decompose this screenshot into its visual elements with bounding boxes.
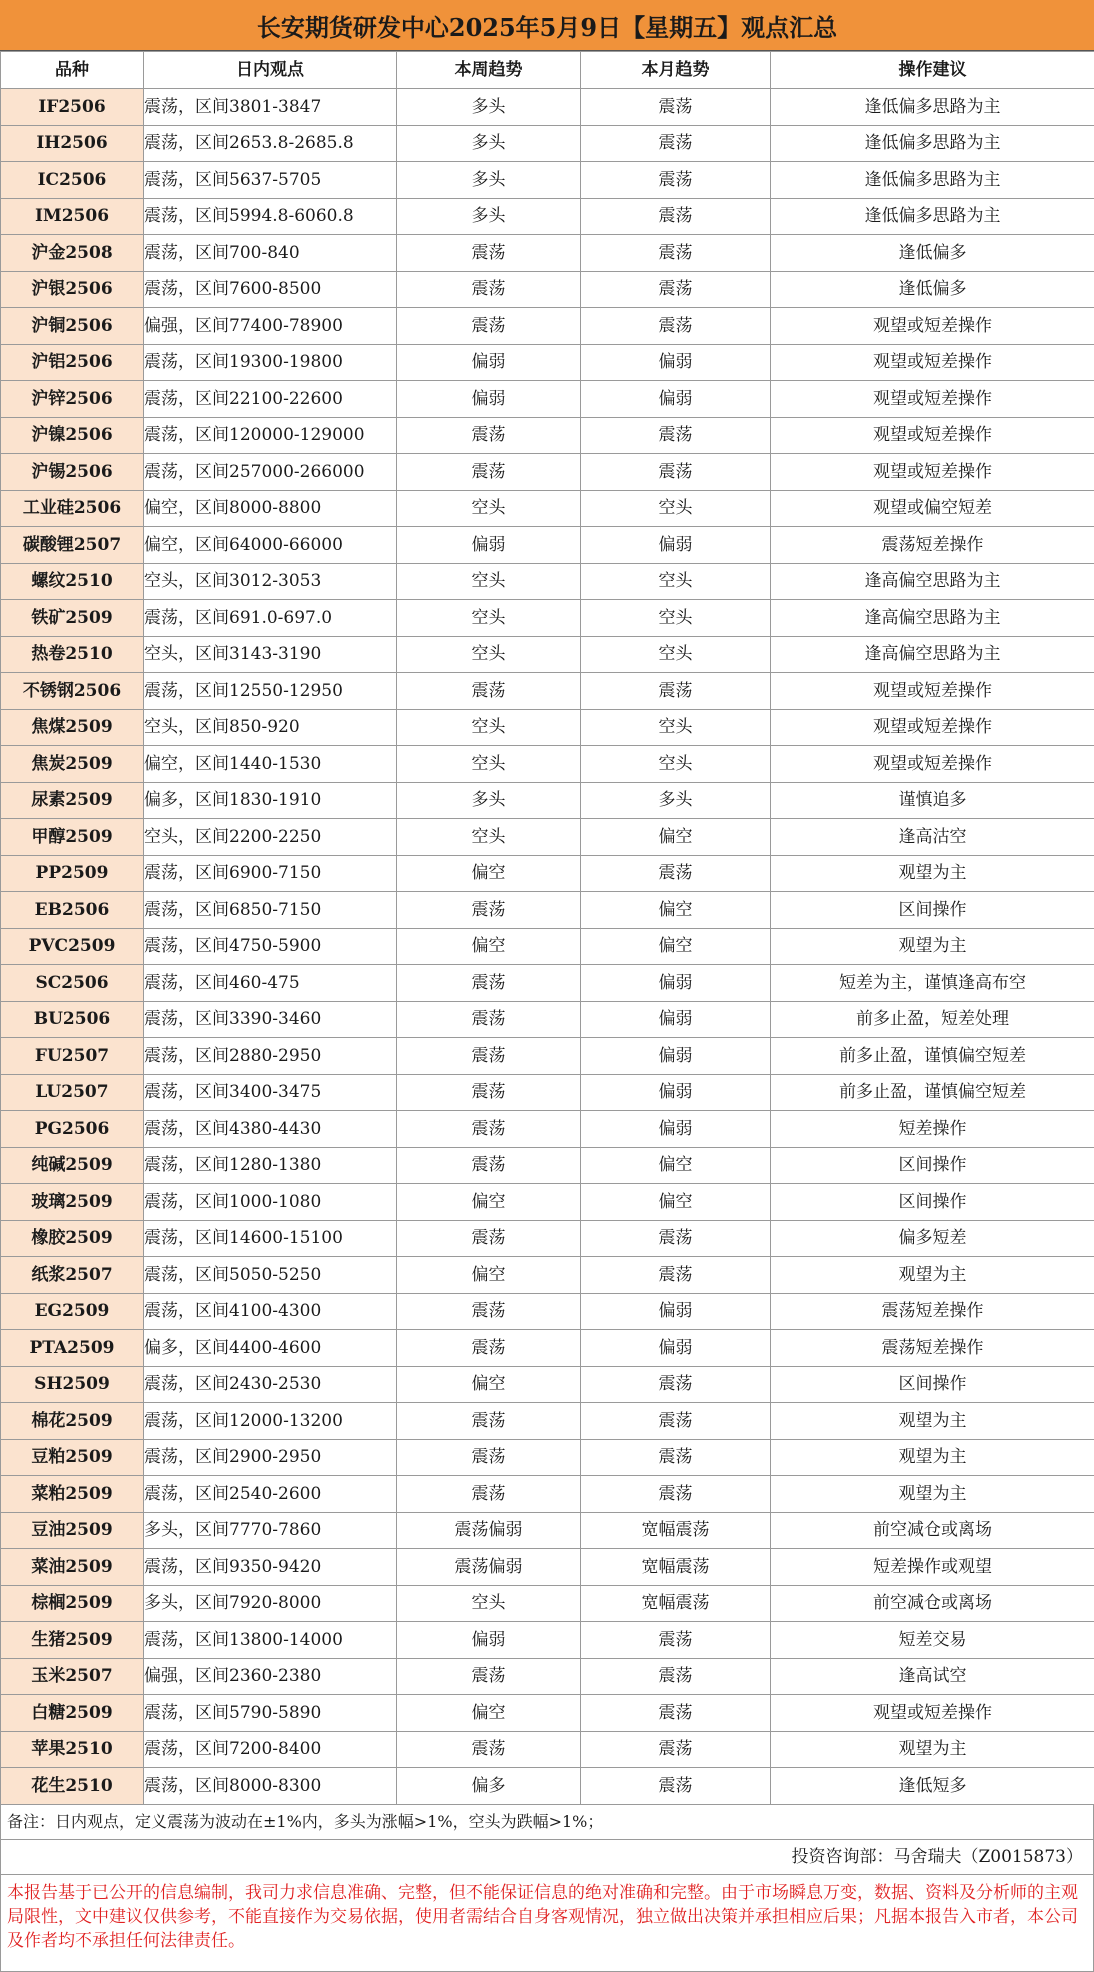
week-trend-cell: 空头 bbox=[397, 563, 581, 600]
intraday-cell: 偏强，区间77400-78900 bbox=[144, 308, 397, 345]
table-row bbox=[1, 855, 1094, 892]
week-trend-cell: 震荡 bbox=[397, 1038, 581, 1075]
variety-cell: 不锈钢2506 bbox=[1, 673, 144, 710]
intraday-cell: 偏多，区间4400-4600 bbox=[144, 1330, 397, 1367]
week-trend-cell: 偏空 bbox=[397, 1695, 581, 1732]
variety-cell: 沪银2506 bbox=[1, 271, 144, 308]
suggestion-cell: 观望为主 bbox=[771, 1403, 1094, 1440]
table-row bbox=[1, 1074, 1094, 1111]
table-row bbox=[1, 928, 1094, 965]
month-trend-cell: 偏弱 bbox=[581, 1074, 771, 1111]
intraday-cell: 震荡，区间4750-5900 bbox=[144, 928, 397, 965]
month-trend-cell: 震荡 bbox=[581, 308, 771, 345]
intraday-cell: 空头，区间3143-3190 bbox=[144, 636, 397, 673]
variety-cell: PG2506 bbox=[1, 1111, 144, 1148]
week-trend-cell: 震荡 bbox=[397, 1403, 581, 1440]
variety-cell: IH2506 bbox=[1, 125, 144, 162]
month-trend-cell: 震荡 bbox=[581, 855, 771, 892]
table-row bbox=[1, 746, 1094, 783]
header-row bbox=[1, 52, 1094, 89]
variety-cell: 铁矿2509 bbox=[1, 600, 144, 637]
intraday-cell: 震荡，区间7200-8400 bbox=[144, 1731, 397, 1768]
week-trend-cell: 震荡 bbox=[397, 1439, 581, 1476]
intraday-cell: 震荡，区间12000-13200 bbox=[144, 1403, 397, 1440]
month-trend-cell: 偏弱 bbox=[581, 1293, 771, 1330]
table-row bbox=[1, 1403, 1094, 1440]
variety-cell: PP2509 bbox=[1, 855, 144, 892]
intraday-cell: 震荡，区间700-840 bbox=[144, 235, 397, 272]
table-row bbox=[1, 381, 1094, 418]
week-trend-cell: 震荡 bbox=[397, 1147, 581, 1184]
variety-cell: 碳酸锂2507 bbox=[1, 527, 144, 564]
variety-cell: 沪铜2506 bbox=[1, 308, 144, 345]
table-row bbox=[1, 1768, 1094, 1805]
week-trend-cell: 空头 bbox=[397, 746, 581, 783]
header-intraday: 日内观点 bbox=[144, 52, 397, 89]
intraday-cell: 震荡，区间4380-4430 bbox=[144, 1111, 397, 1148]
week-trend-cell: 多头 bbox=[397, 162, 581, 199]
month-trend-cell: 空头 bbox=[581, 600, 771, 637]
suggestion-cell: 逢低偏多思路为主 bbox=[771, 198, 1094, 235]
week-trend-cell: 多头 bbox=[397, 198, 581, 235]
week-trend-cell: 震荡偏弱 bbox=[397, 1549, 581, 1586]
month-trend-cell: 偏弱 bbox=[581, 527, 771, 564]
variety-cell: 沪锡2506 bbox=[1, 454, 144, 491]
intraday-cell: 震荡，区间460-475 bbox=[144, 965, 397, 1002]
month-trend-cell: 震荡 bbox=[581, 1658, 771, 1695]
table-row bbox=[1, 1695, 1094, 1732]
variety-cell: 焦煤2509 bbox=[1, 709, 144, 746]
month-trend-cell: 宽幅震荡 bbox=[581, 1512, 771, 1549]
variety-cell: LU2507 bbox=[1, 1074, 144, 1111]
month-trend-cell: 震荡 bbox=[581, 1220, 771, 1257]
suggestion-cell: 观望或短差操作 bbox=[771, 381, 1094, 418]
month-trend-cell: 震荡 bbox=[581, 1439, 771, 1476]
variety-cell: IM2506 bbox=[1, 198, 144, 235]
variety-cell: 沪铝2506 bbox=[1, 344, 144, 381]
week-trend-cell: 震荡 bbox=[397, 454, 581, 491]
table-row bbox=[1, 162, 1094, 199]
table-row bbox=[1, 308, 1094, 345]
suggestion-cell: 逢高偏空思路为主 bbox=[771, 600, 1094, 637]
variety-cell: PTA2509 bbox=[1, 1330, 144, 1367]
table-body bbox=[1, 89, 1094, 1805]
intraday-cell: 震荡，区间3400-3475 bbox=[144, 1074, 397, 1111]
week-trend-cell: 空头 bbox=[397, 819, 581, 856]
suggestion-cell: 观望为主 bbox=[771, 1439, 1094, 1476]
suggestion-cell: 前空减仓或离场 bbox=[771, 1585, 1094, 1622]
table-row bbox=[1, 782, 1094, 819]
intraday-cell: 偏空，区间8000-8800 bbox=[144, 490, 397, 527]
table-row bbox=[1, 1111, 1094, 1148]
suggestion-cell: 区间操作 bbox=[771, 1184, 1094, 1221]
table-row bbox=[1, 89, 1094, 126]
intraday-cell: 震荡，区间5790-5890 bbox=[144, 1695, 397, 1732]
suggestion-cell: 观望或短差操作 bbox=[771, 454, 1094, 491]
week-trend-cell: 偏多 bbox=[397, 1768, 581, 1805]
suggestion-cell: 偏多短差 bbox=[771, 1220, 1094, 1257]
week-trend-cell: 偏空 bbox=[397, 1366, 581, 1403]
intraday-cell: 偏多，区间1830-1910 bbox=[144, 782, 397, 819]
table-row bbox=[1, 1622, 1094, 1659]
table-row bbox=[1, 1512, 1094, 1549]
table-row bbox=[1, 271, 1094, 308]
month-trend-cell: 震荡 bbox=[581, 1366, 771, 1403]
footnote: 备注：日内观点，定义震荡为波动在±1%内，多头为涨幅>1%，空头为跌幅>1%； bbox=[0, 1805, 1094, 1840]
table-row bbox=[1, 1366, 1094, 1403]
week-trend-cell: 偏弱 bbox=[397, 344, 581, 381]
intraday-cell: 震荡，区间5050-5250 bbox=[144, 1257, 397, 1294]
month-trend-cell: 震荡 bbox=[581, 1768, 771, 1805]
suggestion-cell: 观望为主 bbox=[771, 1476, 1094, 1513]
header-month-trend: 本月趋势 bbox=[581, 52, 771, 89]
week-trend-cell: 震荡 bbox=[397, 1476, 581, 1513]
week-trend-cell: 震荡 bbox=[397, 673, 581, 710]
week-trend-cell: 震荡 bbox=[397, 417, 581, 454]
week-trend-cell: 震荡 bbox=[397, 1330, 581, 1367]
table-row bbox=[1, 1658, 1094, 1695]
suggestion-cell: 震荡短差操作 bbox=[771, 1330, 1094, 1367]
table-row bbox=[1, 563, 1094, 600]
suggestion-cell: 前多止盈，谨慎偏空短差 bbox=[771, 1074, 1094, 1111]
table-row bbox=[1, 819, 1094, 856]
week-trend-cell: 震荡 bbox=[397, 965, 581, 1002]
month-trend-cell: 宽幅震荡 bbox=[581, 1585, 771, 1622]
variety-cell: 沪锌2506 bbox=[1, 381, 144, 418]
header-suggestion: 操作建议 bbox=[771, 52, 1094, 89]
intraday-cell: 震荡，区间14600-15100 bbox=[144, 1220, 397, 1257]
suggestion-cell: 观望或短差操作 bbox=[771, 344, 1094, 381]
suggestion-cell: 观望为主 bbox=[771, 1257, 1094, 1294]
variety-cell: SH2509 bbox=[1, 1366, 144, 1403]
intraday-cell: 震荡，区间22100-22600 bbox=[144, 381, 397, 418]
table-row bbox=[1, 1038, 1094, 1075]
suggestion-cell: 短差操作 bbox=[771, 1111, 1094, 1148]
month-trend-cell: 偏空 bbox=[581, 928, 771, 965]
month-trend-cell: 震荡 bbox=[581, 235, 771, 272]
intraday-cell: 震荡，区间5994.8-6060.8 bbox=[144, 198, 397, 235]
intraday-cell: 震荡，区间691.0-697.0 bbox=[144, 600, 397, 637]
intraday-cell: 空头，区间850-920 bbox=[144, 709, 397, 746]
intraday-cell: 震荡，区间6850-7150 bbox=[144, 892, 397, 929]
month-trend-cell: 空头 bbox=[581, 636, 771, 673]
week-trend-cell: 多头 bbox=[397, 782, 581, 819]
variety-cell: 尿素2509 bbox=[1, 782, 144, 819]
variety-cell: 纸浆2507 bbox=[1, 1257, 144, 1294]
table-row bbox=[1, 636, 1094, 673]
week-trend-cell: 空头 bbox=[397, 490, 581, 527]
variety-cell: BU2506 bbox=[1, 1001, 144, 1038]
week-trend-cell: 偏弱 bbox=[397, 527, 581, 564]
month-trend-cell: 偏空 bbox=[581, 892, 771, 929]
table-row bbox=[1, 1257, 1094, 1294]
intraday-cell: 震荡，区间2653.8-2685.8 bbox=[144, 125, 397, 162]
week-trend-cell: 偏空 bbox=[397, 928, 581, 965]
week-trend-cell: 偏弱 bbox=[397, 381, 581, 418]
suggestion-cell: 逢低短多 bbox=[771, 1768, 1094, 1805]
variety-cell: 苹果2510 bbox=[1, 1731, 144, 1768]
month-trend-cell: 震荡 bbox=[581, 1257, 771, 1294]
month-trend-cell: 震荡 bbox=[581, 1695, 771, 1732]
month-trend-cell: 偏弱 bbox=[581, 965, 771, 1002]
variety-cell: 玉米2507 bbox=[1, 1658, 144, 1695]
week-trend-cell: 震荡 bbox=[397, 271, 581, 308]
variety-cell: 棉花2509 bbox=[1, 1403, 144, 1440]
intraday-cell: 空头，区间3012-3053 bbox=[144, 563, 397, 600]
variety-cell: 花生2510 bbox=[1, 1768, 144, 1805]
week-trend-cell: 震荡 bbox=[397, 1074, 581, 1111]
variety-cell: 焦炭2509 bbox=[1, 746, 144, 783]
table-row bbox=[1, 490, 1094, 527]
suggestion-cell: 震荡短差操作 bbox=[771, 1293, 1094, 1330]
week-trend-cell: 震荡偏弱 bbox=[397, 1512, 581, 1549]
month-trend-cell: 偏空 bbox=[581, 1147, 771, 1184]
intraday-cell: 震荡，区间1000-1080 bbox=[144, 1184, 397, 1221]
table-row bbox=[1, 1549, 1094, 1586]
suggestion-cell: 观望或短差操作 bbox=[771, 308, 1094, 345]
variety-cell: 纯碱2509 bbox=[1, 1147, 144, 1184]
month-trend-cell: 偏空 bbox=[581, 1184, 771, 1221]
variety-cell: 沪金2508 bbox=[1, 235, 144, 272]
suggestion-cell: 逢高沽空 bbox=[771, 819, 1094, 856]
month-trend-cell: 震荡 bbox=[581, 271, 771, 308]
suggestion-cell: 区间操作 bbox=[771, 892, 1094, 929]
table-row bbox=[1, 417, 1094, 454]
table-row bbox=[1, 235, 1094, 272]
week-trend-cell: 震荡 bbox=[397, 1111, 581, 1148]
suggestion-cell: 观望或短差操作 bbox=[771, 417, 1094, 454]
table-row bbox=[1, 1731, 1094, 1768]
suggestion-cell: 逢低偏多思路为主 bbox=[771, 89, 1094, 126]
suggestion-cell: 逢低偏多 bbox=[771, 235, 1094, 272]
week-trend-cell: 空头 bbox=[397, 600, 581, 637]
variety-cell: FU2507 bbox=[1, 1038, 144, 1075]
month-trend-cell: 空头 bbox=[581, 709, 771, 746]
week-trend-cell: 震荡 bbox=[397, 1658, 581, 1695]
table-row bbox=[1, 527, 1094, 564]
week-trend-cell: 空头 bbox=[397, 1585, 581, 1622]
table-row bbox=[1, 198, 1094, 235]
suggestion-cell: 逢高偏空思路为主 bbox=[771, 563, 1094, 600]
views-table bbox=[0, 51, 1094, 1805]
intraday-cell: 震荡，区间12550-12950 bbox=[144, 673, 397, 710]
table-row bbox=[1, 1330, 1094, 1367]
week-trend-cell: 震荡 bbox=[397, 1220, 581, 1257]
intraday-cell: 震荡，区间2900-2950 bbox=[144, 1439, 397, 1476]
variety-cell: 螺纹2510 bbox=[1, 563, 144, 600]
month-trend-cell: 震荡 bbox=[581, 454, 771, 491]
week-trend-cell: 空头 bbox=[397, 709, 581, 746]
suggestion-cell: 短差交易 bbox=[771, 1622, 1094, 1659]
intraday-cell: 空头，区间2200-2250 bbox=[144, 819, 397, 856]
month-trend-cell: 震荡 bbox=[581, 125, 771, 162]
intraday-cell: 震荡，区间13800-14000 bbox=[144, 1622, 397, 1659]
week-trend-cell: 震荡 bbox=[397, 1001, 581, 1038]
suggestion-cell: 观望或短差操作 bbox=[771, 1695, 1094, 1732]
variety-cell: 生猪2509 bbox=[1, 1622, 144, 1659]
intraday-cell: 震荡，区间2540-2600 bbox=[144, 1476, 397, 1513]
month-trend-cell: 震荡 bbox=[581, 1476, 771, 1513]
month-trend-cell: 偏弱 bbox=[581, 344, 771, 381]
variety-cell: IC2506 bbox=[1, 162, 144, 199]
intraday-cell: 震荡，区间7600-8500 bbox=[144, 271, 397, 308]
intraday-cell: 震荡，区间4100-4300 bbox=[144, 1293, 397, 1330]
week-trend-cell: 偏空 bbox=[397, 1257, 581, 1294]
week-trend-cell: 偏空 bbox=[397, 1184, 581, 1221]
variety-cell: 橡胶2509 bbox=[1, 1220, 144, 1257]
week-trend-cell: 震荡 bbox=[397, 892, 581, 929]
table-row bbox=[1, 344, 1094, 381]
table-row bbox=[1, 892, 1094, 929]
intraday-cell: 多头，区间7920-8000 bbox=[144, 1585, 397, 1622]
month-trend-cell: 震荡 bbox=[581, 1403, 771, 1440]
suggestion-cell: 短差为主，谨慎逢高布空 bbox=[771, 965, 1094, 1002]
suggestion-cell: 观望或短差操作 bbox=[771, 673, 1094, 710]
week-trend-cell: 偏弱 bbox=[397, 1622, 581, 1659]
variety-cell: 菜粕2509 bbox=[1, 1476, 144, 1513]
intraday-cell: 震荡，区间8000-8300 bbox=[144, 1768, 397, 1805]
month-trend-cell: 震荡 bbox=[581, 673, 771, 710]
variety-cell: EB2506 bbox=[1, 892, 144, 929]
suggestion-cell: 观望为主 bbox=[771, 928, 1094, 965]
suggestion-cell: 前多止盈，短差处理 bbox=[771, 1001, 1094, 1038]
week-trend-cell: 空头 bbox=[397, 636, 581, 673]
month-trend-cell: 多头 bbox=[581, 782, 771, 819]
intraday-cell: 震荡，区间2430-2530 bbox=[144, 1366, 397, 1403]
intraday-cell: 震荡，区间9350-9420 bbox=[144, 1549, 397, 1586]
table-row bbox=[1, 1293, 1094, 1330]
intraday-cell: 偏空，区间64000-66000 bbox=[144, 527, 397, 564]
disclaimer: 本报告基于已公开的信息编制，我司力求信息准确、完整，但不能保证信息的绝对准确和完整。由于市场瞬息万变，数据、资料及分析师的主观局限性，文中建议仅供参考，不能直接作为交易依据，使用者需结合自身客观情况，独立做出决策并承担相应后果；凡据本报告入市者，本公司及作者均不承担任何法律责任。 bbox=[0, 1875, 1094, 1972]
week-trend-cell: 多头 bbox=[397, 125, 581, 162]
suggestion-cell: 前空减仓或离场 bbox=[771, 1512, 1094, 1549]
variety-cell: 沪镍2506 bbox=[1, 417, 144, 454]
table-row bbox=[1, 1147, 1094, 1184]
table-row bbox=[1, 1476, 1094, 1513]
intraday-cell: 多头，区间7770-7860 bbox=[144, 1512, 397, 1549]
variety-cell: EG2509 bbox=[1, 1293, 144, 1330]
suggestion-cell: 谨慎追多 bbox=[771, 782, 1094, 819]
month-trend-cell: 震荡 bbox=[581, 1622, 771, 1659]
week-trend-cell: 多头 bbox=[397, 89, 581, 126]
table-row bbox=[1, 454, 1094, 491]
intraday-cell: 震荡，区间19300-19800 bbox=[144, 344, 397, 381]
table-row bbox=[1, 673, 1094, 710]
week-trend-cell: 震荡 bbox=[397, 1731, 581, 1768]
table-row bbox=[1, 965, 1094, 1002]
month-trend-cell: 偏弱 bbox=[581, 1111, 771, 1148]
table-row bbox=[1, 709, 1094, 746]
variety-cell: 热卷2510 bbox=[1, 636, 144, 673]
suggestion-cell: 观望或短差操作 bbox=[771, 709, 1094, 746]
header-week-trend: 本周趋势 bbox=[397, 52, 581, 89]
intraday-cell: 震荡，区间1280-1380 bbox=[144, 1147, 397, 1184]
variety-cell: 白糖2509 bbox=[1, 1695, 144, 1732]
week-trend-cell: 震荡 bbox=[397, 235, 581, 272]
table-row bbox=[1, 1220, 1094, 1257]
suggestion-cell: 短差操作或观望 bbox=[771, 1549, 1094, 1586]
table-row bbox=[1, 1585, 1094, 1622]
suggestion-cell: 区间操作 bbox=[771, 1366, 1094, 1403]
variety-cell: 玻璃2509 bbox=[1, 1184, 144, 1221]
suggestion-cell: 前多止盈，谨慎偏空短差 bbox=[771, 1038, 1094, 1075]
intraday-cell: 震荡，区间3801-3847 bbox=[144, 89, 397, 126]
variety-cell: 工业硅2506 bbox=[1, 490, 144, 527]
intraday-cell: 震荡，区间2880-2950 bbox=[144, 1038, 397, 1075]
table-row bbox=[1, 125, 1094, 162]
month-trend-cell: 偏弱 bbox=[581, 381, 771, 418]
intraday-cell: 偏空，区间1440-1530 bbox=[144, 746, 397, 783]
intraday-cell: 震荡，区间257000-266000 bbox=[144, 454, 397, 491]
suggestion-cell: 逢低偏多思路为主 bbox=[771, 125, 1094, 162]
suggestion-cell: 震荡短差操作 bbox=[771, 527, 1094, 564]
report-title: 长安期货研发中心2025年5月9日【星期五】观点汇总 bbox=[0, 0, 1094, 51]
suggestion-cell: 逢高偏空思路为主 bbox=[771, 636, 1094, 673]
suggestion-cell: 观望或短差操作 bbox=[771, 746, 1094, 783]
month-trend-cell: 偏空 bbox=[581, 819, 771, 856]
week-trend-cell: 偏空 bbox=[397, 855, 581, 892]
header-variety: 品种 bbox=[1, 52, 144, 89]
suggestion-cell: 逢高试空 bbox=[771, 1658, 1094, 1695]
suggestion-cell: 区间操作 bbox=[771, 1147, 1094, 1184]
variety-cell: 豆油2509 bbox=[1, 1512, 144, 1549]
variety-cell: 棕榈2509 bbox=[1, 1585, 144, 1622]
intraday-cell: 震荡，区间5637-5705 bbox=[144, 162, 397, 199]
table-row bbox=[1, 600, 1094, 637]
intraday-cell: 震荡，区间6900-7150 bbox=[144, 855, 397, 892]
intraday-cell: 震荡，区间120000-129000 bbox=[144, 417, 397, 454]
month-trend-cell: 震荡 bbox=[581, 89, 771, 126]
month-trend-cell: 空头 bbox=[581, 746, 771, 783]
suggestion-cell: 观望或偏空短差 bbox=[771, 490, 1094, 527]
suggestion-cell: 观望为主 bbox=[771, 1731, 1094, 1768]
variety-cell: 甲醇2509 bbox=[1, 819, 144, 856]
intraday-cell: 震荡，区间3390-3460 bbox=[144, 1001, 397, 1038]
month-trend-cell: 空头 bbox=[581, 563, 771, 600]
intraday-cell: 偏强，区间2360-2380 bbox=[144, 1658, 397, 1695]
month-trend-cell: 偏弱 bbox=[581, 1330, 771, 1367]
variety-cell: IF2506 bbox=[1, 89, 144, 126]
variety-cell: PVC2509 bbox=[1, 928, 144, 965]
month-trend-cell: 偏弱 bbox=[581, 1038, 771, 1075]
month-trend-cell: 震荡 bbox=[581, 162, 771, 199]
month-trend-cell: 震荡 bbox=[581, 198, 771, 235]
suggestion-cell: 观望为主 bbox=[771, 855, 1094, 892]
week-trend-cell: 震荡 bbox=[397, 308, 581, 345]
month-trend-cell: 空头 bbox=[581, 490, 771, 527]
advisor-line: 投资咨询部：马舍瑞夫（Z0015873） bbox=[0, 1840, 1094, 1875]
variety-cell: SC2506 bbox=[1, 965, 144, 1002]
suggestion-cell: 逢低偏多思路为主 bbox=[771, 162, 1094, 199]
suggestion-cell: 逢低偏多 bbox=[771, 271, 1094, 308]
month-trend-cell: 震荡 bbox=[581, 1731, 771, 1768]
month-trend-cell: 震荡 bbox=[581, 417, 771, 454]
month-trend-cell: 偏弱 bbox=[581, 1001, 771, 1038]
variety-cell: 菜油2509 bbox=[1, 1549, 144, 1586]
table-row bbox=[1, 1001, 1094, 1038]
table-row bbox=[1, 1439, 1094, 1476]
week-trend-cell: 震荡 bbox=[397, 1293, 581, 1330]
variety-cell: 豆粕2509 bbox=[1, 1439, 144, 1476]
month-trend-cell: 宽幅震荡 bbox=[581, 1549, 771, 1586]
table-row bbox=[1, 1184, 1094, 1221]
